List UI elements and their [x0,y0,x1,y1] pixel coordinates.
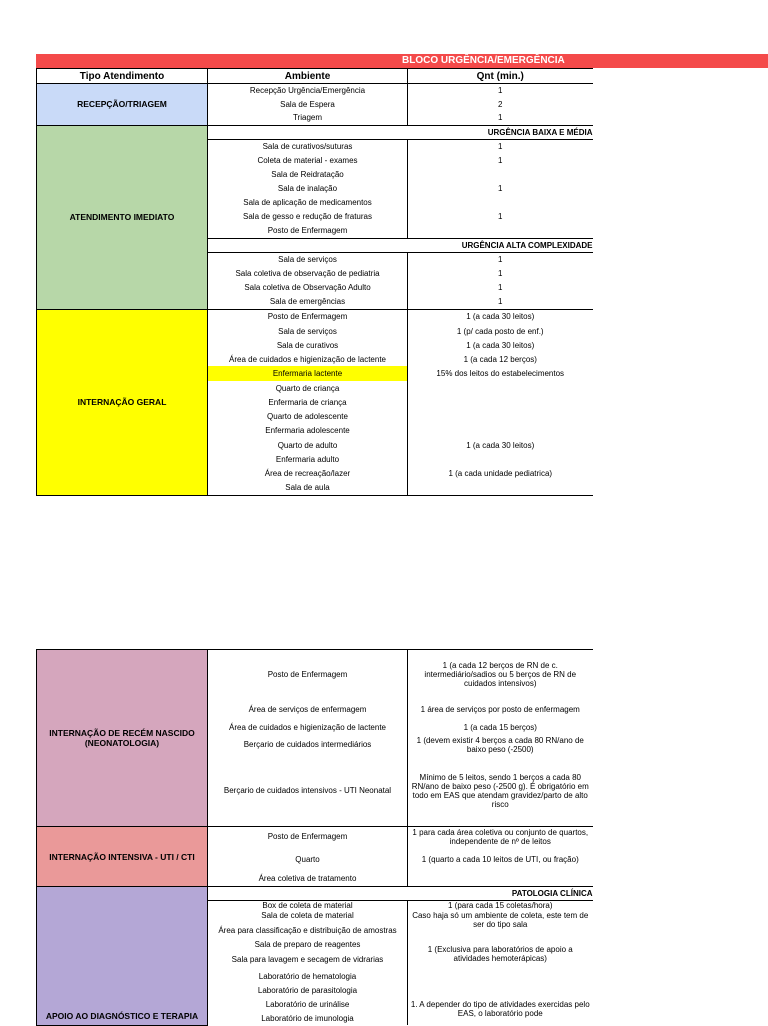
qnt-cell [408,423,593,438]
ambiente-cell: Sala de aula [208,481,408,495]
category-uti: INTERNAÇÃO INTENSIVA - UTI / CTI [37,827,208,887]
table-row [37,650,593,699]
header-row [37,69,593,84]
ambiente-cell: Sala de serviços [208,252,408,266]
category-apoio: APOIO AO DIAGNÓSTICO E TERAPIA [37,887,208,1026]
ambiente-cell: Sala de inalação [208,181,408,195]
qnt-cell: 1. A depender do tipo de atividades exercidas pelo EAS, o laboratório pode [408,997,593,1025]
ambiente-cell: Box de coleta de material [208,901,408,912]
urgencia-table [36,68,593,496]
ambiente-cell: Sala coletiva de observação de pediatria [208,266,408,280]
ambiente-cell: Quarto de adulto [208,438,408,452]
qnt-cell: 15% dos leitos do estabelecimentos [408,366,593,381]
qnt-cell: 1 (Exclusiva para laboratórios de apoio a atividades hemoterápicas) [408,939,593,969]
qnt-cell [408,195,593,209]
ambiente-cell: Laboratório de parasitologia [208,983,408,997]
ambiente-cell: Área coletiva de tratamento [208,872,408,887]
ambiente-cell-highlighted: Enfermaria lactente [208,366,408,381]
subheader-urgencia-baixa: URGÊNCIA BAIXA E MÉDIA [208,125,593,139]
ambiente-cell: Sala de coleta de material [208,911,408,921]
block-title-bar [36,54,768,68]
qnt-cell: 1 (a cada 15 berços) [408,721,593,734]
ambiente-cell: Quarto de criança [208,381,408,395]
qnt-cell: 1 [408,295,593,309]
ambiente-cell: Laboratório de urinálise [208,997,408,1011]
qnt-cell [408,983,593,997]
ambiente-cell: Enfermaria de criança [208,395,408,409]
qnt-cell: 1 (quarto a cada 10 leitos de UTI, ou fração) [408,847,593,872]
ambiente-cell: Área para classificação e distribuição de amostras [208,921,408,939]
qnt-cell: 1 para cada área coletiva ou conjunto de quartos, independente de nº de leitos [408,827,593,847]
ambiente-cell: Enfermaria adolescente [208,423,408,438]
table-row [37,84,593,98]
ambiente-cell: Sala de Reidratação [208,167,408,181]
ambiente-cell: Sala de gesso e redução de fraturas [208,209,408,224]
ambiente-cell: Coleta de material - exames [208,153,408,167]
qnt-cell: 1 [408,153,593,167]
qnt-cell [408,481,593,495]
header-tipo: Tipo Atendimento [37,69,208,84]
ambiente-cell: Posto de Enfermagem [208,827,408,847]
qnt-cell: Mínimo de 5 leitos, sendo 1 berços a cada 80 RN/ano de baixo peso (-2500 g). É obrigatório em todo em EAS que atendam gravidez/parto de alto risco [408,756,593,827]
qnt-cell: 1 [408,252,593,266]
qnt-cell [408,381,593,395]
qnt-cell [408,224,593,238]
qnt-cell: 1 (para cada 15 coletas/hora) [408,901,593,912]
qnt-cell [408,452,593,466]
ambiente-cell: Quarto [208,847,408,872]
ambiente-cell: Triagem [208,111,408,125]
ambiente-cell: Sala coletiva de Observação Adulto [208,280,408,295]
qnt-cell [408,409,593,423]
category-neonatologia: INTERNAÇÃO DE RECÉM NASCIDO (NEONATOLOGIA) [37,650,208,827]
ambiente-cell: Sala de curativos [208,338,408,352]
qnt-cell: 1 área de serviços por posto de enfermagem [408,699,593,721]
ambiente-cell: Sala de preparo de reagentes [208,939,408,950]
qnt-cell: 1 (a cada unidade pediatrica) [408,466,593,481]
ambiente-cell: Recepção Urgência/Emergência [208,84,408,98]
internacao-table [36,649,593,1026]
qnt-cell [408,395,593,409]
subheader-patologia: PATOLOGIA CLÍNICA [208,887,593,901]
ambiente-cell: Sala de curativos/suturas [208,139,408,153]
ambiente-cell: Enfermaria adulto [208,452,408,466]
table-row [37,125,593,139]
qnt-cell: 1 (a cada 30 leitos) [408,438,593,452]
header-qnt: Qnt (min.) [408,69,593,84]
ambiente-cell: Sala de Espera [208,97,408,111]
ambiente-cell: Sala de aplicação de medicamentos [208,195,408,209]
ambiente-cell: Posto de Enfermagem [208,650,408,699]
qnt-cell: 1 [408,84,593,98]
qnt-cell: 1 (devem existir 4 berços a cada 80 RN/ano de baixo peso (-2500) [408,734,593,756]
ambiente-cell: Laboratório de hematologia [208,969,408,983]
qnt-cell [408,969,593,983]
table-row [37,309,593,324]
table-row [37,827,593,847]
ambiente-cell: Área de cuidados e higienização de lactente [208,352,408,366]
ambiente-cell: Sala para lavagem e secagem de vidrarias [208,950,408,969]
category-internacao: INTERNAÇÃO GERAL [37,309,208,495]
qnt-cell: 1 (a cada 12 berços) [408,352,593,366]
ambiente-cell: Quarto de adolescente [208,409,408,423]
qnt-cell: 1 [408,209,593,224]
ambiente-cell: Berçario de cuidados intensivos - UTI Neonatal [208,756,408,827]
table-row [37,887,593,901]
qnt-cell: 1 (a cada 12 berços de RN de c. intermediário/sadios ou 5 berços de RN de cuidados intensivos) [408,650,593,699]
qnt-cell: 1 [408,181,593,195]
ambiente-cell: Área de recreação/lazer [208,466,408,481]
ambiente-cell: Área de serviços de enfermagem [208,699,408,721]
qnt-cell: Caso haja só um ambiente de coleta, este tem de ser do tipo sala [408,911,593,939]
qnt-cell [408,167,593,181]
ambiente-cell: Posto de Enfermagem [208,224,408,238]
qnt-cell: 1 [408,280,593,295]
ambiente-cell: Sala de serviços [208,324,408,338]
ambiente-cell: Laboratório de imunologia [208,1011,408,1025]
ambiente-cell: Área de cuidados e higienização de lactente [208,721,408,734]
ambiente-cell: Sala de emergências [208,295,408,309]
qnt-cell: 1 [408,266,593,280]
qnt-cell: 1 [408,139,593,153]
ambiente-cell: Berçario de cuidados intermediários [208,734,408,756]
header-ambiente: Ambiente [208,69,408,84]
qnt-cell [408,872,593,887]
qnt-cell: 1 (a cada 30 leitos) [408,338,593,352]
qnt-cell: 1 (a cada 30 leitos) [408,309,593,324]
category-atendimento: ATENDIMENTO IMEDIATO [37,125,208,309]
block-title: BLOCO URGÊNCIA/EMERGÊNCIA [402,55,565,66]
subheader-urgencia-alta: URGÊNCIA ALTA COMPLEXIDADE [208,238,593,252]
category-recepcao: RECEPÇÃO/TRIAGEM [37,84,208,126]
qnt-cell: 1 (p/ cada posto de enf.) [408,324,593,338]
ambiente-cell: Posto de Enfermagem [208,309,408,324]
qnt-cell: 2 [408,97,593,111]
qnt-cell: 1 [408,111,593,125]
